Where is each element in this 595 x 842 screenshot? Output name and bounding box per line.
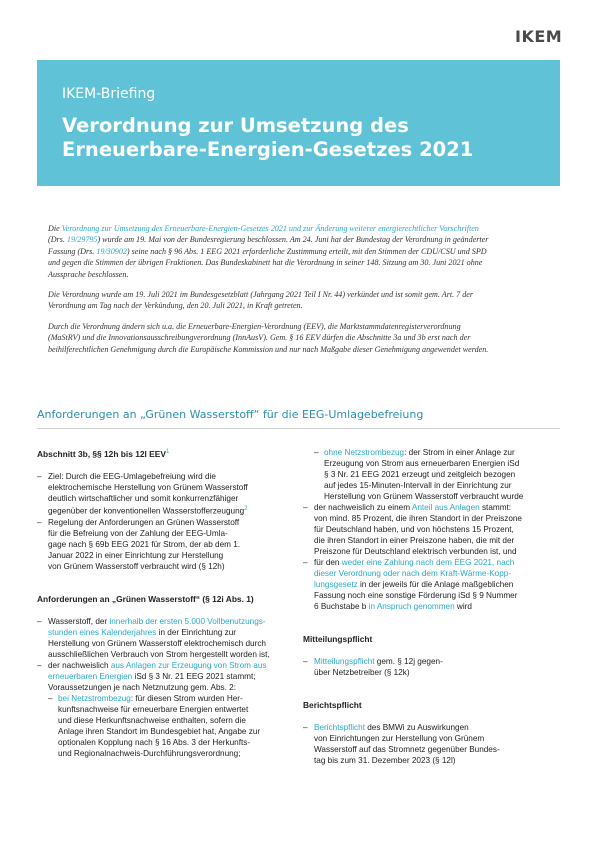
intro-line: beihilferechtlichen Genehmigung durch die Europäische Kommission und nur nach Maßgabe dieser Genehmigung angewendet werden. <box>48 344 489 354</box>
list-line: gage nach § 69b EEG 2021 für Strom, der ab dem 1. <box>48 539 241 549</box>
list-text-run: iSd § 3 Nr. 21 EEG 2021 stammt; <box>132 671 256 681</box>
list-line: von Einrichtungen zur Herstellung von Grünem <box>314 734 485 743</box>
intro-paragraph <box>48 223 560 280</box>
left-column <box>37 447 295 759</box>
intro-line <box>48 234 560 245</box>
list-line: Anlage ihren Standort im Bundesgebiet hat, Angabe zur <box>58 726 261 736</box>
spacer <box>303 678 560 689</box>
spacer <box>303 623 560 634</box>
intro-line: (MaStRV) und die Innovationsausschreibungverordnung (InnAusV). Gem. § 16 EEV dürfen die Abschnitte 3a und 3b erst nach der <box>48 333 471 343</box>
bullet-dash: – <box>303 657 308 666</box>
list-text-run: der nachweislich zu einem <box>314 503 412 512</box>
term-link[interactable]: bei Netzstrombezug <box>58 693 131 703</box>
footnote-ref[interactable]: 2 <box>244 505 248 512</box>
list-line: die ihren Standort in einer Preiszone haben, die mit der <box>314 536 515 545</box>
list-line: auf jedes 15-Minuten-Intervall in der Einrichtung zur <box>324 481 512 490</box>
list-item <box>303 502 560 557</box>
term-link[interactable]: in Anspruch genommen <box>368 602 455 611</box>
list-line: Regelung der Anforderungen an Grünen Wasserstoff <box>48 517 240 527</box>
list-line <box>324 447 560 458</box>
list-line: über Netzbetreiber (§ 12k) <box>314 668 410 677</box>
list-line <box>314 722 560 733</box>
intro-text-run: Die <box>48 224 62 233</box>
intro-paragraph <box>48 321 560 355</box>
list-text-run: für den <box>314 558 342 567</box>
list-line: Fassung noch eine sonstige Förderung iSd § 9 Nummer <box>314 591 518 600</box>
subheading: Anforderungen an „Grünen Wasserstoff“ (§ 12i Abs. 1) <box>37 593 254 604</box>
spacer <box>37 583 295 594</box>
bullet-dash: – <box>37 517 42 527</box>
list-text-run: Wasserstoff, der <box>48 616 110 626</box>
list-line: Ziel: Durch die EEG-Umlagebefreiung wird die <box>48 471 216 481</box>
list-text-run: wird <box>454 602 472 611</box>
list-text-run: stammt: <box>479 503 512 512</box>
term-link[interactable]: weder eine Zahlung nach dem EEG 2021, nach <box>341 558 515 567</box>
list-line: von Grünem Wasserstoff verbraucht wird (§ 12h) <box>48 561 225 571</box>
list-line <box>314 656 560 667</box>
right-column <box>303 447 560 766</box>
list-line: § 3 Nr. 21 EEG 2021 erzeugt und zeitgleich bezogen <box>324 470 516 479</box>
list-line: Erzeugung von Strom aus erneuerbaren Energien iSd <box>324 459 520 468</box>
banner-kicker: IKEM-Briefing <box>62 86 156 102</box>
intro-paragraph <box>48 289 560 312</box>
list-item <box>37 660 295 693</box>
list-line: ausschließlichen Verbrauch von Strom hergestellt worden ist, <box>48 649 270 659</box>
list-line: für die Befreiung von der Zahlung der EEG-Umla- <box>48 528 228 538</box>
bullet-dash: – <box>37 471 42 481</box>
list-line: kunftsnachweise für erneuerbare Energien entwertet <box>58 704 249 714</box>
page-title-line: Erneuerbare-Energien-Gesetzes 2021 <box>62 138 474 161</box>
term-link[interactable]: Mitteilungspflicht <box>314 657 375 666</box>
list-line <box>48 616 295 627</box>
bullet-dash: – <box>48 693 53 703</box>
list-text-run: : der Strom in einer Anlage zur <box>404 448 515 457</box>
list-text-run: 6 Buchstabe b <box>314 602 369 611</box>
intro-line <box>48 246 560 257</box>
list-line: Herstellung von Grünem Wasserstoff elektrochemisch durch <box>48 638 266 648</box>
section-heading: Anforderungen an „Grünen Wasserstoff“ für die EEG-Umlagebefreiung <box>37 408 424 421</box>
page-title <box>62 114 552 162</box>
list-line: für Deutschland haben, und von höchstens 15 Prozent, <box>314 525 514 534</box>
subheading-text: Abschnitt 3b, §§ 12h bis 12l EEV <box>37 448 166 459</box>
list-line: und Regionalnachweis-Durchführungsverordnung; <box>58 748 241 758</box>
title-banner <box>37 60 560 186</box>
term-link[interactable]: Anteil aus Anlagen <box>411 503 480 512</box>
bullet-dash: – <box>37 616 42 626</box>
list-line: optionalen Kopplung nach § 16 Abs. 3 der Herkunfts- <box>58 737 251 747</box>
list-line <box>314 579 560 590</box>
term-link[interactable]: aus Anlagen zur Erzeugung von Strom aus <box>110 660 267 670</box>
list-item <box>37 471 295 517</box>
list-line: Preiszone für Deutschland elektrisch verbunden ist, und <box>314 547 517 556</box>
list-line: deutlich wirtschaftlicher und somit konkurrenzfähiger <box>48 493 239 503</box>
bullet-dash: – <box>303 503 308 512</box>
bullet-dash: – <box>303 723 308 732</box>
term-link[interactable]: innerhalb der ersten 5.000 Vollbenutzungs- <box>109 616 266 626</box>
list-item <box>303 557 560 612</box>
intro-line <box>48 223 560 234</box>
sub-list-item <box>37 693 295 759</box>
list-line <box>314 557 560 568</box>
ikem-logo: IKEM <box>515 27 563 46</box>
list-line <box>48 671 295 682</box>
list-text-run: : für diesen Strom wurden Her- <box>130 693 243 703</box>
intro-line: Durch die Verordnung ändern sich u.a. die Erneuerbare-Energien-Verordnung (EEV), die Marktstammdatenregisterverordnung <box>48 321 461 331</box>
bullet-dash: – <box>303 558 308 567</box>
intro-line: Aussprache beschlossen. <box>48 269 129 279</box>
regulation-link[interactable]: Verordnung zur Umsetzung des Erneuerbare-Energien-Gesetzes 2021 und zur Änderung weiterer energierechtlicher Vorschriften <box>61 224 479 233</box>
bullet-dash: – <box>314 448 319 457</box>
intro-text-run: ) wurde am 19. Mai von der Bundesregierung beschlossen. Am 24. Juni hat der Bundestag der Verordnung in geänderter <box>97 235 489 245</box>
spacer <box>303 612 560 623</box>
term-link[interactable]: Berichtspflicht <box>314 723 365 732</box>
term-link[interactable]: dieser Verordnung oder nach dem Kraft-Wärme-Kopp- <box>314 569 512 578</box>
list-line: elektrochemische Herstellung von Grünem Wasserstoff <box>48 482 248 492</box>
list-line <box>48 660 295 671</box>
term-link[interactable]: lungsgesetz <box>314 580 358 589</box>
sub-list-item <box>303 447 560 502</box>
list-line <box>48 627 295 638</box>
list-text-run: gem. § 12j gegen- <box>374 657 443 666</box>
bullet-dash: – <box>37 660 42 670</box>
list-line <box>314 601 560 612</box>
list-text-run: in der Einrichtung zur <box>156 627 236 637</box>
intro-line: Die Verordnung wurde am 19. Juli 2021 im Bundesgesetzblatt (Jahrgang 2021 Teil I Nr. 44) verkündet und ist somit gem. Art. 7 der <box>48 290 474 300</box>
term-link[interactable]: erneuerbaren Energien <box>48 671 133 681</box>
list-line: Wasserstoff auf das Stromnetz gegenüber Bundes- <box>314 745 500 754</box>
list-line: und diese Herkunftsnachweise enthalten, sofern die <box>58 715 246 725</box>
subheading <box>37 447 295 460</box>
intro-line: Verordnung am Tag nach der Verkündung, den 20. Juli 2021, in Kraft getreten. <box>48 301 303 311</box>
list-line <box>58 693 295 704</box>
list-text-run: der nachweislich <box>48 660 111 670</box>
intro-text-run: Fassung (Drs. <box>48 246 97 256</box>
list-text-run: in der jeweils für die Anlage maßgeblichen <box>357 580 514 589</box>
list-item <box>303 656 560 678</box>
list-line: tag bis zum 31. Dezember 2023 (§ 12l) <box>314 756 456 765</box>
list-line <box>48 504 295 517</box>
list-line: Januar 2022 in einer Einrichtung zur Herstellung <box>48 550 224 560</box>
intro-text-run: ) seine nach § 96 Abs. 1 EEG 2021 erforderliche Zustimmung erteilt, mit den Stimmen der CDU/CSU und SPD <box>126 246 487 256</box>
spacer <box>37 572 295 583</box>
spacer <box>303 689 560 700</box>
list-item <box>37 517 295 572</box>
list-line <box>314 502 560 513</box>
drucksache-link[interactable]: 19/30902 <box>96 246 127 256</box>
list-line <box>314 568 560 579</box>
intro-line: und gegen die Stimmen der übrigen Fraktionen. Das Bundeskabinett hat die Verordnung in seiner 148. Sitzung am 30. Juni 2021 ohne <box>48 258 483 268</box>
list-line: von mind. 85 Prozent, die ihren Standort in der Preiszone <box>314 514 522 523</box>
list-text-run: des BMWi zu Auswirkungen <box>364 723 469 732</box>
list-item <box>303 722 560 766</box>
intro-text-run: (Drs. <box>48 235 67 245</box>
subheading: Berichtspflicht <box>303 700 362 710</box>
list-text-run: gegenüber der konventionellen Wasserstofferzeugung <box>48 506 245 516</box>
subheading: Mitteilungspflicht <box>303 634 373 644</box>
term-link[interactable]: ohne Netzstrombezug <box>324 448 405 457</box>
list-line: Herstellung von Grünem Wasserstoff verbraucht wurde <box>324 492 524 501</box>
list-item <box>37 616 295 660</box>
section-divider <box>37 428 560 429</box>
drucksache-link[interactable]: 19/29795 <box>66 235 98 245</box>
footnote-ref[interactable]: 1 <box>165 449 170 455</box>
list-line: Voraussetzungen je nach Netznutzung gem. Abs. 2: <box>48 682 236 692</box>
term-link[interactable]: stunden eines Kalenderjahres <box>48 627 157 637</box>
page-title-line: Verordnung zur Umsetzung des <box>62 114 409 137</box>
intro-text <box>48 223 560 364</box>
